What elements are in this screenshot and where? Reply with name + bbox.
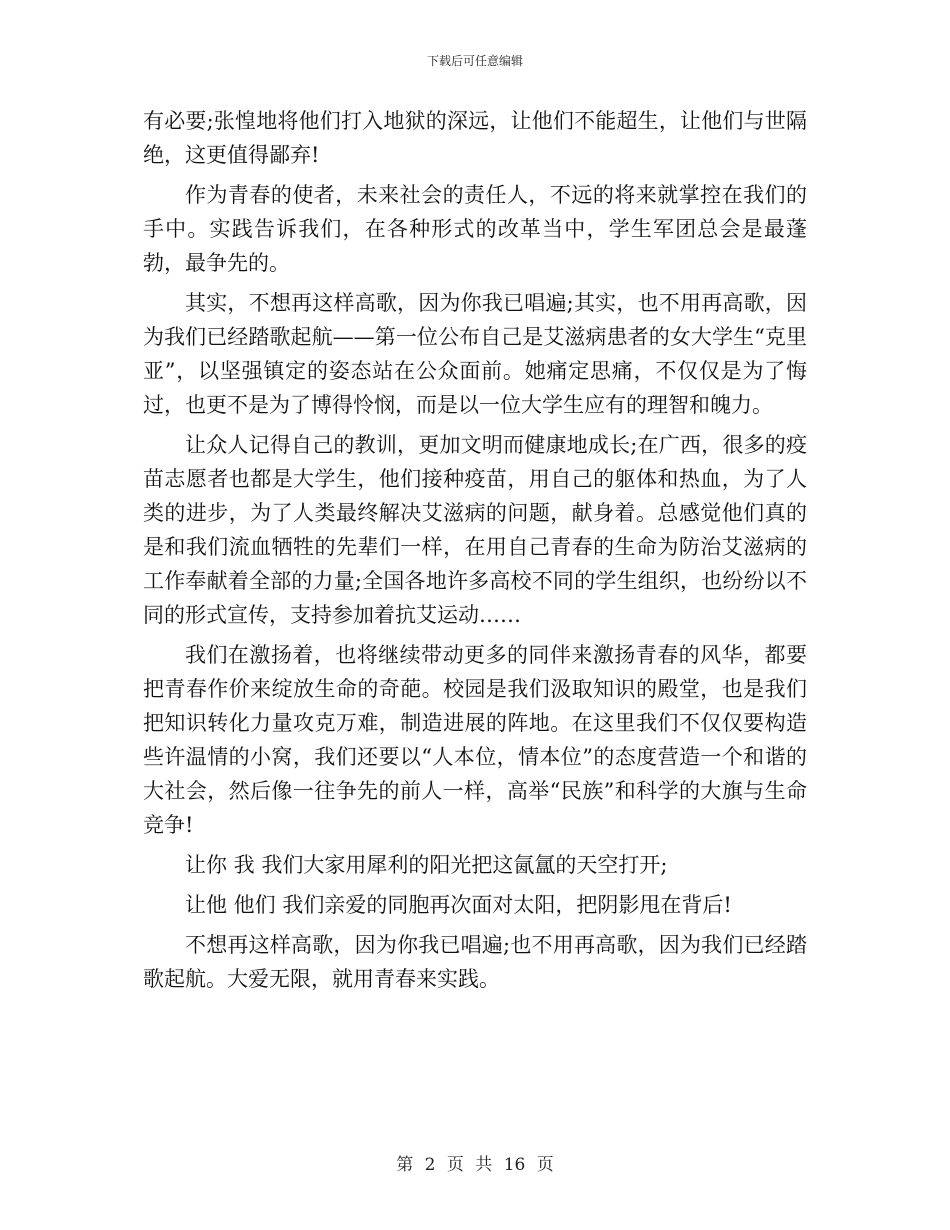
document-body bbox=[143, 104, 807, 996]
page-header-note: 下载后可任意编辑 bbox=[426, 54, 523, 68]
paragraph: 我们在激扬着，也将继续带动更多的同伴来激扬青春的风华，都要把青春作价来绽放生命的奇葩。校园是我们汲取知识的殿堂，也是我们把知识转化力量攻克万难，制造进展的阵地。在这里我们不仅仅要构造些许温情的小窝，我们还要以“人本位，情本位”的态度营造一个和谐的大社会，然后像一往争先的前人一样，高举“民族”和科学的大旗与生命竞争! bbox=[143, 643, 807, 837]
paragraph: 让他 他们 我们亲爱的同胞再次面对太阳，把阴影甩在背后! bbox=[185, 893, 732, 917]
paragraph: 让众人记得自己的教训，更加文明而健康地成长;在广西，很多的疫苗志愿者也都是大学生，他们接种疫苗，用自己的躯体和热血，为了人类的进步，为了人类最终解决艾滋病的问题，献身着。总感觉他们真的是和我们流血牺牲的先辈们一样，在用自己青春的生命为防治艾滋病的工作奉献着全部的力量;全国各地许多高校不同的学生组织，也纷纷以不同的形式宣传，支持参加着抗艾运动…… bbox=[143, 433, 807, 627]
paragraph: 让你 我 我们大家用犀利的阳光把这氤氲的天空打开; bbox=[185, 853, 668, 877]
paragraph: 不想再这样高歌，因为你我已唱遍;也不用再高歌，因为我们已经踏歌起航。大爱无限，就用青春来实践。 bbox=[143, 933, 807, 991]
paragraph: 作为青春的使者，未来社会的责任人，不远的将来就掌控在我们的手中。实践告诉我们，在各种形式的改革当中，学生军团总会是最蓬勃，最争先的。 bbox=[143, 183, 807, 275]
paragraph-continuation: 有必要;张惶地将他们打入地狱的深远，让他们不能超生，让他们与世隔绝，这更值得鄙弃! bbox=[143, 109, 807, 167]
paragraph: 其实，不想再这样高歌，因为你我已唱遍;其实，也不用再高歌，因为我们已经踏歌起航——第一位公布自己是艾滋病患者的女大学生“克里亚”，以坚强镇定的姿态站在公众面前。她痛定思痛，不仅仅是为了悔过，也更不是为了博得怜悯，而是以一位大学生应有的理智和魄力。 bbox=[143, 291, 807, 417]
page-number: 第 2 页 共 16 页 bbox=[396, 1155, 554, 1175]
